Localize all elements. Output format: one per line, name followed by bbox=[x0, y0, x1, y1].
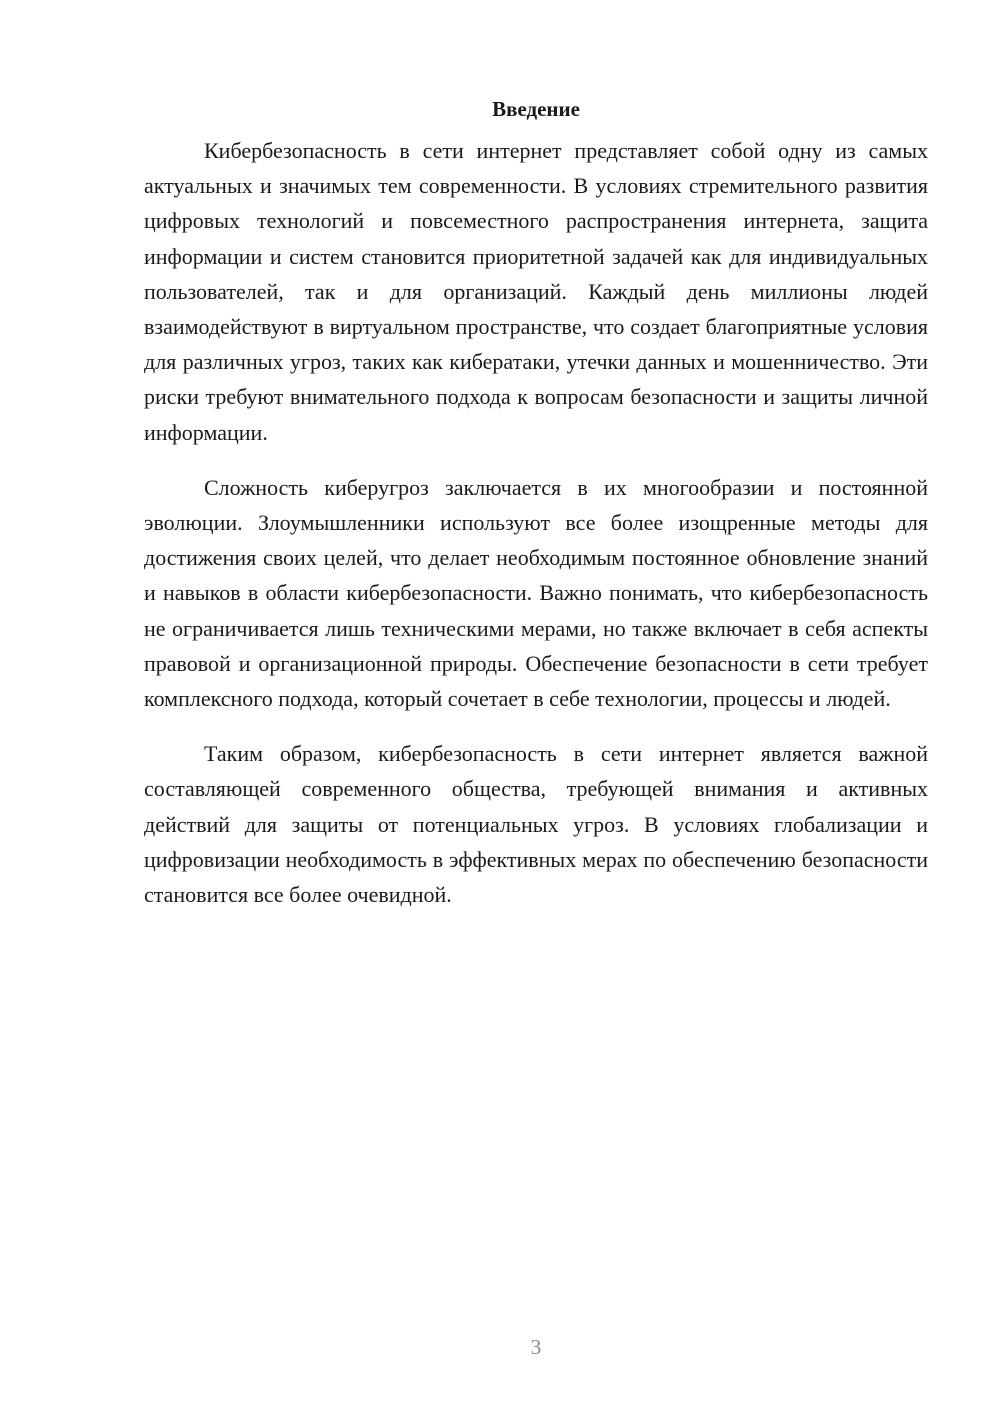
paragraph-3: Таким образом, кибербезопасность в сети интернет является важной составляющей современного общества, требующей внимания и активных действий для защиты от потенциальных угроз. В условиях глобализации и цифровизации необходимость в эффективных мерах по обеспечению безопасности становится все более очевидной. bbox=[144, 741, 928, 908]
section-title: Введение bbox=[492, 97, 580, 121]
paragraph-2: Сложность киберугроз заключается в их многообразии и постоянной эволюции. Злоумышленники используют все более изощренные методы для достижения своих целей, что делает необходимым постоянное обновление знаний и навыков в области кибербезопасности. Важно понимать, что кибербезопасность не ограничивается лишь техническими мерами, но также включает в себя аспекты правовой и организационной природы. Обеспечение безопасности в сети требует комплексного подхода, который сочетает в себе технологии, процессы и людей. bbox=[144, 474, 928, 712]
page-number: 3 bbox=[530, 1335, 542, 1359]
page-content bbox=[144, 92, 928, 932]
paragraph-1: Кибербезопасность в сети интернет представляет собой одну из самых актуальных и значимых тем современности. В условиях стремительного развития цифровых технологий и повсеместного распространения интернета, защита информации и систем становится приоритетной задачей как для индивидуальных пользователей, так и для организаций. Каждый день миллионы людей взаимодействуют в виртуальном пространстве, что создает благоприятные условия для различных угроз, таких как кибератаки, утечки данных и мошенничество. Эти риски требуют внимательного подхода к вопросам безопасности и защиты личной информации. bbox=[144, 138, 928, 445]
